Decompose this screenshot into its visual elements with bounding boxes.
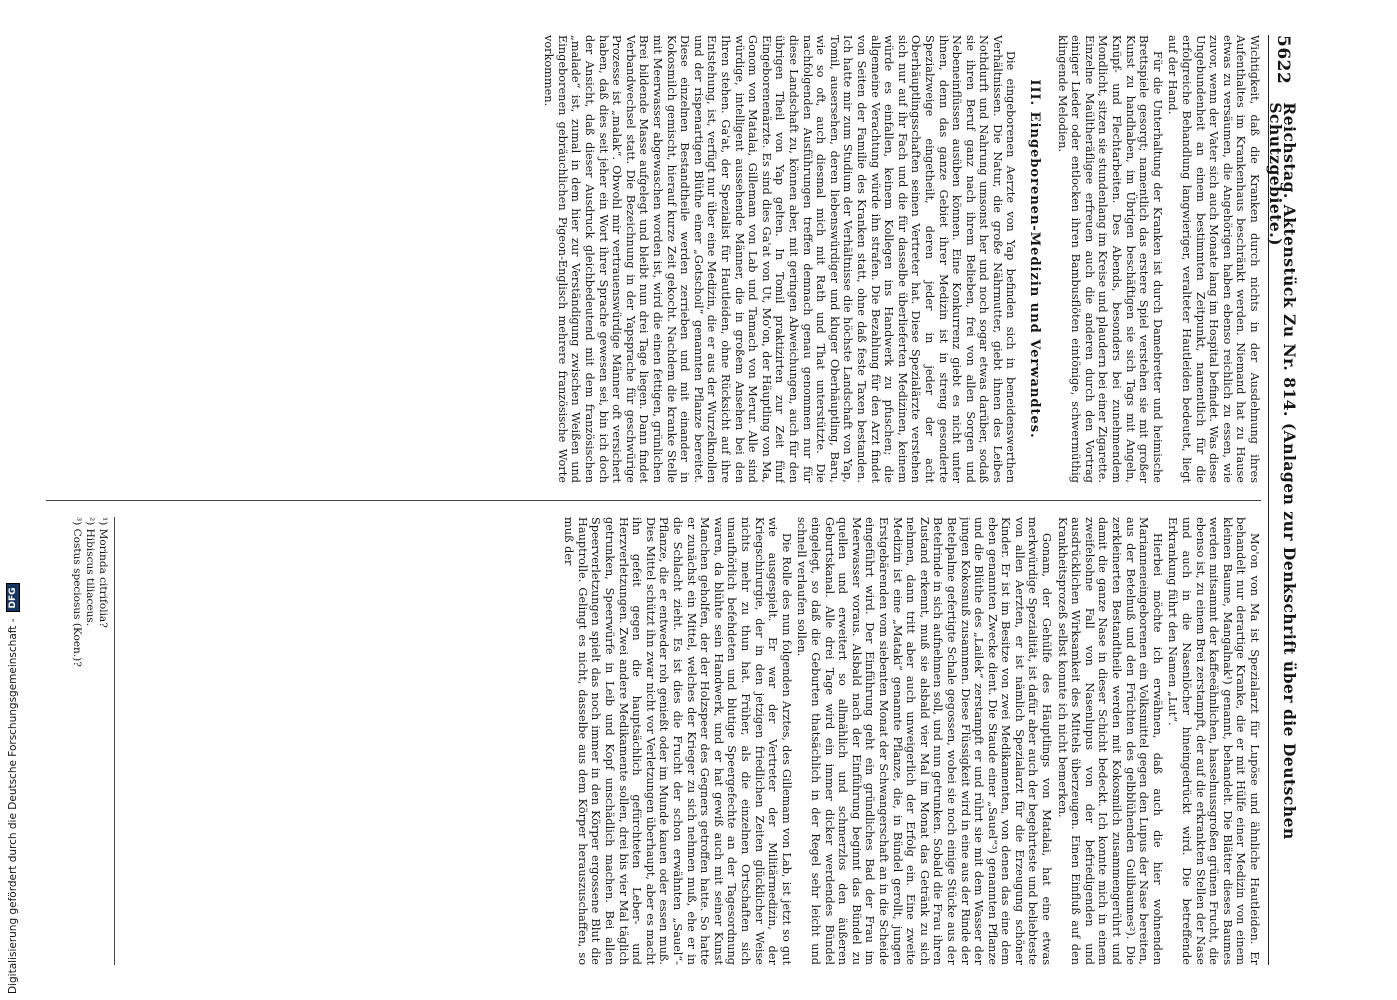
paragraph: Die Rolle des nun folgenden Arztes, des Gillemam von Lab, ist jetzt so gut wie ausgespielt. Er war der Vertreter der Militärmedizin, der Kriegschirurgie, der in den jetzigen friedlichen Zeiten glücklicher Weise nichts mehr zu thun hat. Früher, als die einzelnen Ortschaften sich unaufhörlich befehdeten und blutige Speergefechte an der Tagesordnung waren, da blühte sein Handwerk, und er hat gewiß auch mit seiner Kunst Manchen geholfen, der der Holzspeer des Gegners getroffen hatte. So hatte er zunächst ein Mittel, welches der Krieger zu sich nehmen muß, ehe er in die Schlacht zieht. Es ist dies die Frucht der schon erwähnten „Sauel“-Pflanze, die er entweder roh genießt oder im Munde kauen oder essen muß. Dies Mittel schützt ihn zwar nicht vor Verletzungen überhaupt, aber es macht ihn gefeit gegen die hauptsächlich gefürchteten Leber- und Herzverletzungen. Zwei andere Medikamente sollen, drei bis vier Mal täglich getrunken, Speerwürfe in Leib und Kopf unschädlich machen. Bei allen Speerverletzungen spielt das noch immer in den Körper ergossene Blut die Hauptrolle. Gelingt es nicht, dasselbe aus dem Körper herauszuschaffen, so muß der	[562, 517, 793, 965]
paragraph: Hierbei möchte ich erwähnen, daß auch die hier wohnenden Marianneneingeborenen ein Volksmittel gegen den Lupus der Nase bereiten, aus der Betelnuß und den Früchten des gelbblühenden Gulibaumes²). Die zerkleinerten Bestandtheile werden mit Kokosmilch zusammengerührt und damit die ganze Nase in dieser Schicht bedeckt. Ich konnte mich in einem zweifelsohne Fall von Nasenlupus von der befriedigenden und ausdrücklichen Wirksamkeit des Mittels überzeugen. Einen Einfluß auf den Krankheitsprozeß selbst konnte ich nicht bemerken.	[1055, 517, 1164, 965]
digitization-credit	[6, 583, 20, 994]
running-head	[1266, 35, 1299, 965]
footnote: ³) Costus speciosus (Koen.)?	[71, 517, 83, 667]
paragraph: Mo'on von Ma ist Spezialarzt für Lupöse und ähnliche Hautleiden. Er behandelt nur derartige Kranke, die er mit Hülfe einer Medizin von einem kleinen Baume, Mangalnak¹) genannt, behandelt. Die Blätter dieses Baumes werden mitsammt der kaffeeähnlichen, hasselnussgroßen grünen Frucht, die ebenso ist, zu einem Brei zerstampft, der auf die erkrankten Stellen der Nase und auch in die Nasenlöcher hineingedrückt wird. Die betreffende Erkrankung führt den Namen „Lut“.	[1166, 517, 1261, 965]
credit-text: Digitalisierung gefördert durch die Deutsche Forschungsgemeinschaft -	[7, 618, 19, 994]
footnote: ²) Hibiscus tiliaceus.	[84, 517, 96, 627]
running-title: Reichstag. Aktenstück Zu Nr. 814. (Anlagen zur Denkschrift über die Deutschen Schutzgebiete.)	[1266, 102, 1299, 840]
dfg-logo: DFG	[6, 583, 20, 612]
column-divider	[46, 500, 1261, 501]
left-column	[46, 35, 1261, 483]
footnote: ¹) Morinda citrifolia?	[97, 517, 109, 628]
page-number: 5622	[1272, 35, 1293, 85]
footnotes	[70, 517, 115, 965]
right-column	[46, 517, 1261, 965]
paragraph: Wichtigkeit, daß die Kranken durch nichts in der Ausdehnung ihres Aufenthaltes im Krankenhaus beschränkt werden. Niemand hat zu Hause etwas zu versäumen, die Angehörigen haben ebenso reichlich zu essen, wie zuvor, wenn der Vater sich auch Monate lang im Hospital befindet. Was diese Ungebundenheit an einem bestimmten Zeitpunkt, namentlich für die erfolgreiche Behandlung langwieriger, veralteter Hautleiden bedeutet, liegt auf der Hand.	[1166, 35, 1261, 483]
printed-page	[35, 35, 1299, 965]
section-heading: III. Eingeborenen-Medizin und Verwandtes.	[1027, 79, 1043, 439]
paragraph: Gonam, der Gehülfe des Häuptlings von Matalai, hat eine etwas merkwürdige Spezialität, ist dafür aber auch der begehrteste und beliebteste von allen Aerzten, er ist nämlich Spezialarzt für die Erzeugung schöner Kinder. Er ist im Besitze von zwei Medikamenten, von denen das eine dem eben genannten Zwecke dient. Die Staude einer „Sauel“³) genannten Pflanze und die Blüthe des „Lailek“ zerstampft er und rührt sie mit dem Wasser der jungen Kokosnuß zusammen. Diese Flüssigkeit wird in eine aus der Rinde der Betelpalme gefertigte Schale gegossen, wobei sie noch einige Stücke aus der Betelrinde in sich aufnehmen soll, und nun getrunken. Sobald die Frau ihren Zustand erkennt, muß sie alsbald vier Mal im Monat das Getränk zu sich nehmen, dann tritt aber auch unweigerlich der Erfolg ein. Eine zweite Medizin ist eine „Mataki“ genannte Pflanze, die, in Bündel gerollt, jungen Erstgebärenden vom siebenten Monat der Schwangerschaft an in die Scheide eingeführt wird. Der Einführung geht ein gründliches Bad der Frau im Meerwasser voraus. Alsbald nach der Einführung beginnt das Bündel zu quellen und erweitert so allmählich und schmerzlos den äußeren Geburtskanal. Alle drei Tage wird ein immer dicker werdendes Bündel eingelegt, so daß die Geburten thatsächlich in der Regel sehr leicht und schnell verlaufen sollen.	[795, 517, 1054, 965]
paragraph: Die eingeborenen Aerzte von Yap befinden sich in beneidenswerthen Verhältnissen. Die Natur, die große Nährmutter, giebt ihnen des Leibes Nothdurft und Nahrung umsonst her und noch sogar etwas darüber, sodaß sie ihren Beruf ganz nach ihrem Belieben, frei von allen Sorgen und Nebeneinflüssen ausüben können. Eine Konkurrenz giebt es nicht unter ihnen, denn das ganze Gebiet ihrer Medizin ist in streng gesonderte Spezialzweige eingetheilt, deren jeder in jeder der acht Oberhäuptlingsschaften seinen Vertreter hat. Diese Spezialärzte verstehen sich nur auf ihr Fach und die für dasselbe überlieferten Medizinen, keinem würde es einfallen, keinem Kollegen ins Handwerk zu pfuschen; die allgemeine Verachtung würde ihn strafen. Die Bezahlung für den Arzt findet von Seiten der Familie des Kranken statt, ohne daß feste Taxen bestanden. Ich hatte mir zum Studium der Verhältnisse die höchste Landschaft von Yap, Tomil, ausersehen, deren liebenswürdiger und kluger Oberhäuptling, Baru, wie so oft, auch diesmal mich mit Rath und That unterstützte. Die nachfolgenden Ausführungen treffen demnach genau genommen nur für diese Landschaft zu, können aber, mit geringen Abweichungen, auch für den übrigen Theil von Yap gelten. In Tomil praktizirten zur Zeit fünf Eingeborenenärzte. Es sind dies Ga'at von Ut, Mo'on, der Häuptling von Ma, Gonom von Matalai, Gillemam von Lab und Tamach von Merur. Alle sind würdige, intelligent aussehende Männer, die in großem Ansehen bei den Ihren stehen. Ga'at, der Spezialist für Hautleiden, ohne Rücksicht auf ihre Entstehung, ist, verfügt nur über eine Medizin, die er aus der Wurzelknollen und der rispenartigen Blüthe einer „Gotschoil“ genannten Pflanze bereitet. Diese einzelnen Bestandtheile werden zerrieben und mit einander in Kokosmilch gemischt, hierauf kurze Zeit gekocht. Nachdem die kranke Stelle mit Meerwasser abgewaschen worden ist, wird die einen fettigen, grünlichen Brei bildende Masse aufgelegt und bleibt nun drei Tage liegen. Dann findet Verbandwechsel statt. Die Bezeichnung in der Yapsprache für geschwürige Prozesse ist „malak“. Obwohl mir vertrauenswürdige Männer oft versichert haben, daß dies seit jeher ein Wort ihrer Sprache gewesen sei, bin ich doch der Ansicht, daß dieser Ausdruck gleichbedeutend mit dem französischen „malade“ ist, zumal in dem hier zur Verständigung zwischen Weißen und Eingeborenen gebräuchlichen Pigeon-Englisch mehrere französische Worte vorkommen.	[542, 35, 1018, 483]
paragraph: Für die Unterhaltung der Kranken ist durch Damebretter und heimische Brettspiele gesorgt; namentlich das erstere Spiel verstehen sie mit großer Kunst zu handhaben, im Übrigen beschäftigen sie sich Tags mit Angeln, Knüpf- und Flechtarbeiten. Des Abends, besonders bei zunehmendem Mondlicht, sitzen sie stundenlang im Kreise und plaudern bei einer Zigarette. Einzelne Maültheräfligee erfreuen auch die anderen durch den Vortrag einiger Lieder oder entlocken ihren Bambusflöten eintönige, schwermüthig klingende Melodien.	[1055, 35, 1164, 483]
